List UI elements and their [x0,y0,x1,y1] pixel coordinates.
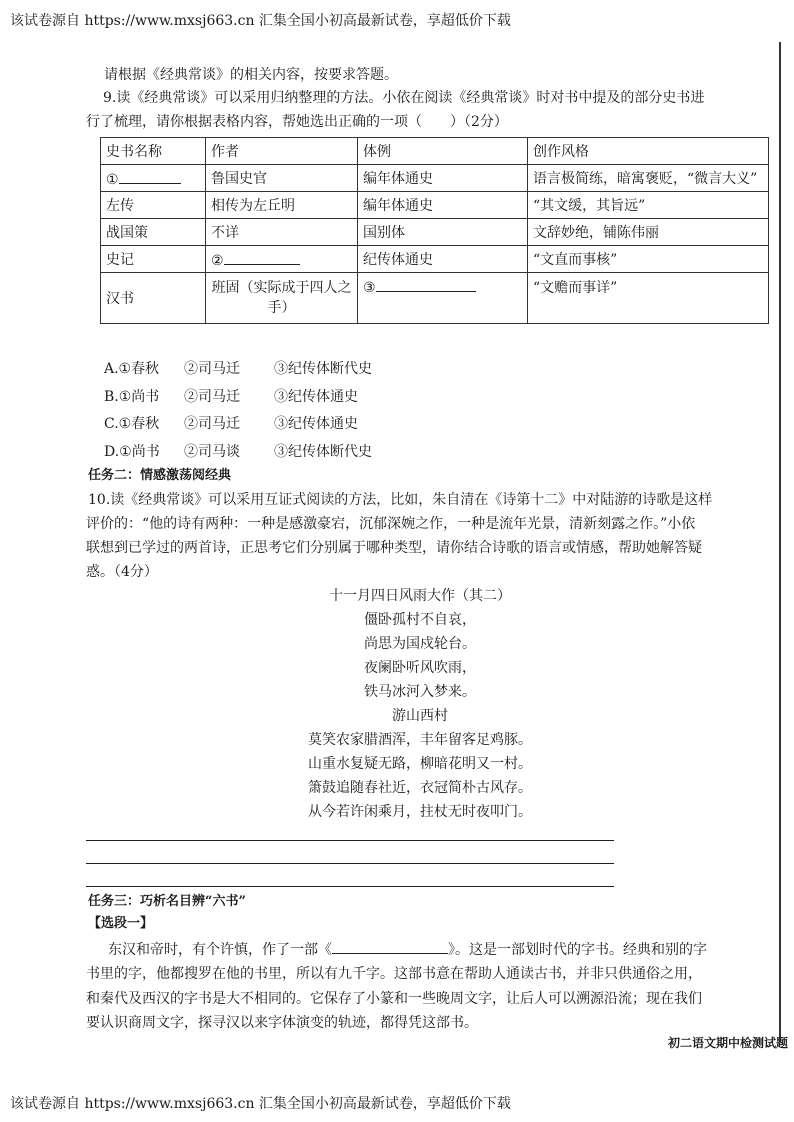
blank-marker: ③ [363,280,376,296]
answer-blank-book[interactable] [332,939,448,954]
table-header-cell: 体例 [358,138,528,165]
table-cell: 史记 [101,246,206,273]
table-cell [101,165,206,192]
option-c[interactable]: C.①春秋 ②司马迁 ③纪传体通史 [104,416,358,432]
answer-blank-1[interactable] [119,169,181,184]
table-cell: 国别体 [358,219,528,246]
table-cell: 左传 [101,192,206,219]
table-cell: 语言极简练，暗寓褒贬，“微言大义” [528,165,769,192]
history-books-table [100,137,769,324]
table-cell: 战国策 [101,219,206,246]
table-cell: 班固（实际成于四人之手） [206,273,358,324]
source-footer: 该试卷源自 https://www.mxsj663.cn 汇集全国小初高最新试卷，享超低价下载 [10,1096,511,1112]
answer-line-3[interactable] [86,886,614,887]
poem2-line: 箫鼓追随春社近，衣冠简朴古风存。 [308,780,532,796]
margin-rule [779,42,781,1042]
q10-line2: 评价的：“他的诗有两种：一种是感激豪宕，沉郁深婉之作，一种是流年光景，清新刻露之作。”小依 [86,516,696,532]
answer-blank-2[interactable] [224,250,300,265]
poem1-line: 尚思为国戍轮台。 [364,636,476,652]
option-a[interactable]: A.①春秋 ②司马迁 ③纪传体断代史 [104,361,372,377]
answer-line-1[interactable] [86,840,614,841]
table-cell: “其文缓，其旨远” [528,192,769,219]
answer-blank-3[interactable] [376,277,476,292]
task2-heading: 任务二：情感激荡阅经典 [88,468,232,483]
table-cell: 不详 [206,219,358,246]
table-cell: 汉书 [101,273,206,324]
option-b[interactable]: B.①尚书 ②司马迁 ③纪传体通史 [104,389,358,405]
poem1-line: 夜阑卧听风吹雨， [364,660,476,676]
table-row [101,219,769,246]
q10-line4: 惑。（4分） [86,564,158,580]
table-cell: 文辞妙绝，铺陈伟丽 [528,219,769,246]
blank-marker: ② [211,252,224,269]
table-row [101,165,769,192]
section-label: 【选段一】 [88,916,154,931]
table-header-cell: 创作风格 [528,138,769,165]
table-header-row [101,138,769,165]
poem2-line: 莫笑农家腊酒浑，丰年留客足鸡豚。 [308,732,532,748]
passage-line3: 和秦代及西汉的字书是大不相同的。它保存了小篆和一些晚周文字，让后人可以溯源沿流；现在我们 [86,991,702,1007]
passage-line1: 东汉和帝时，有个许慎，作了一部《 》。这是一部划时代的字书。经典和别的字 [108,939,707,960]
table-header-cell: 史书名称 [101,138,206,165]
poem1-title: 十一月四日风雨大作（其二） [329,588,511,604]
table-cell: “文直而事核” [528,246,769,273]
intro-text: 请根据《经典常谈》的相关内容，按要求答题。 [104,67,398,83]
table-cell: 编年体通史 [358,165,528,192]
table-cell: 编年体通史 [358,192,528,219]
table-cell: 纪传体通史 [358,246,528,273]
table-row [101,192,769,219]
option-d[interactable]: D.①尚书 ②司马谈 ③纪传体断代史 [104,444,372,460]
table-cell: “文赡而事详” [528,273,769,324]
task3-heading: 任务三：巧析名目辨“六书” [88,894,246,909]
table-cell: 相传为左丘明 [206,192,358,219]
q9-line1: 9.读《经典常谈》可以采用归纳整理的方法。小依在阅读《经典常谈》时对书中提及的部分史书进 [103,90,705,106]
table-cell [358,273,528,324]
q10-line1: 10.读《经典常谈》可以采用互证式阅读的方法，比如，朱自清在《诗第十二》中对陆游的诗歌是这样 [88,492,713,508]
passage-line4: 要认识商周文字，探寻汉以来字体演变的轨迹，都得凭这部书。 [86,1015,478,1031]
answer-line-2[interactable] [86,863,614,864]
passage-line2: 书里的字，他都搜罗在他的书里，所以有九千字。这部书意在帮助人通读古书，并非只供通俗之用， [86,966,702,982]
q9-line2: 行了梳理，请你根据表格内容，帮她选出正确的一项（ ）（2分） [86,114,508,130]
poem2-line: 从今若许闲乘月，拄杖无时夜叩门。 [308,804,532,820]
table-cell: 鲁国史官 [206,165,358,192]
table-row [101,246,769,273]
table-row [101,273,769,324]
poem2-line: 山重水复疑无路，柳暗花明又一村。 [308,756,532,772]
page-footer-note: 初二语文期中检测试题 [667,1036,788,1050]
table-header-cell: 作者 [206,138,358,165]
table-cell [206,246,358,273]
source-header: 该试卷源自 https://www.mxsj663.cn 汇集全国小初高最新试卷，享超低价下载 [10,13,511,29]
poem1-line: 僵卧孤村不自哀， [364,612,476,628]
poem1-line: 铁马冰河入梦来。 [364,684,476,700]
q10-line3: 联想到已学过的两首诗，正思考它们分别属于哪种类型，请你结合诗歌的语言或情感，帮助她解答疑 [86,540,702,556]
blank-marker: ① [106,171,119,188]
poem2-title: 游山西村 [392,708,448,724]
